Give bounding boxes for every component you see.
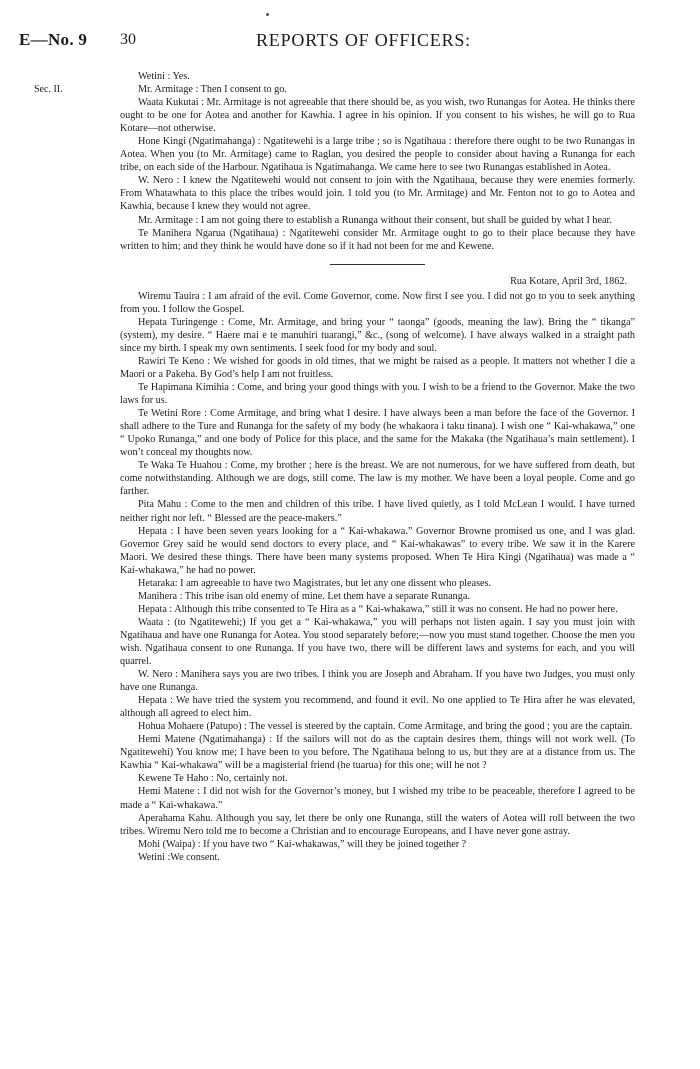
minutes-part-one	[120, 70, 635, 253]
speech-paragraph: Hetaraka: I am agreeable to have two Magistrates, but let any one dissent who pleases.	[138, 577, 492, 589]
speech-paragraph: Wetini : Yes.	[138, 71, 190, 82]
speech-paragraph: Hepata : We have tried the system you recommend, and found it evil. No one applied to Te Hira after he was elevated, although all agreed to elect him.	[120, 695, 635, 720]
speech-paragraph: Te Wetini Rore : Come Armitage, and bring what I desire. I have always been a man before the face of the Governor. I shall adhere to the Ture and Runanga for the safety of my body (he whakaora i taku tinana). I wish one “ Kai-whakawa,” one “ Upoko Runanga,” and one body of Police for this place, and the same for the Makaka (the Ngatihaua’s main settlement). I won’t conceal my thoughts now.	[120, 408, 635, 459]
speech-paragraph: Hone Kingi (Ngatimahanga) : Ngatitewehi is a large tribe ; so is Ngatihaua : therefore there ought to be two Runangas in Aotea. When you (to Mr. Armitage) came to Raglan, you desired the people to consider about having a Runanga for each tribe, on each side of the Harbour. Ngatihaua is Ngatimahanga. We came here to see two Runangas established in Aotea.	[120, 136, 635, 174]
report-body	[120, 70, 635, 864]
speech-paragraph: W. Nero : I knew the Ngatitewehi would not consent to join with the Ngatihaua, because they were enemies formerly. From Whatawhata to this place the tribes would join. I told you (to Mr. Armitage) and Mr. Fenton not to go to Aotea and Kawhia, because I knew they would not agree.	[120, 175, 635, 213]
page-number: 30	[120, 31, 136, 48]
speech-paragraph: Wetini :We consent.	[138, 851, 220, 863]
speech-paragraph: Aperahama Kahu. Although you say, let there be only one Runanga, still the waters of Aotea will roll between the two tribes. Wiremu Nero told me to become a Christian and to encourage Europeans, and I have never gone astray.	[120, 812, 635, 837]
speech-paragraph: Hemi Matene (Ngatimahanga) : If the sailors will not do as the captain desires them, things will not work well. (To Ngatitewehi) You know me; I have been to you before. The Ngatihaua belong to us, but they are at a distance from us. The Kawhia “ Kai-whakawa” will be a magisterial friend (he tuarua) for this one; will he not ?	[120, 734, 635, 772]
speck-mark	[266, 13, 269, 16]
speech-paragraph: Manihera : This tribe isan old enemy of mine. Let them have a separate Runanga.	[138, 590, 470, 602]
section-label: Sec. II.	[34, 84, 63, 95]
speech-paragraph: Hohua Mohaere (Patupo) : The vessel is steered by the captain. Come Armitage, and bring the good ; you are the captain.	[138, 721, 633, 733]
speech-paragraph: Mr. Armitage : I am not going there to establish a Runanga without their consent, but shall be guided by what I hear.	[138, 214, 612, 226]
speech-paragraph: Hepata : I have been seven years looking for a “ Kai-whakawa.” Governor Browne promised us one, and I was glad. Governor Grey said he would send doctors to every place, and “ Kai-whakawas” to every tribe. We saw it in the Karere Maori. We desired these things. There have been many systems proposed. When Te Hira Kingi (Ngatihaua) was made a “ Kai-whakawa,” he had no power.	[120, 525, 635, 576]
speech-paragraph: Hemi Matene : I did not wish for the Governor’s money, but I wished my tribe to be peaceable, therefore I agreed to be made a “ Kai-whakawa.”	[120, 786, 635, 811]
dateline: Rua Kotare, April 3rd, 1862.	[510, 275, 627, 287]
speech-paragraph: Hepata : Although this tribe consented to Te Hira as a “ Kai-whakawa,” still it was no consent. He had no power here.	[138, 603, 618, 615]
speech-paragraph: Waata Kukutai : Mr. Armitage is not agreeable that there should be, as you wish, two Runangas for Aotea. He thinks there ought to be one for Aotea and another for Kawhia. I agree in his opinion. If you consent to his wishes, he will go to Rua Kotare—not otherwise.	[120, 97, 635, 135]
minutes-part-two	[120, 290, 635, 864]
speech-paragraph: Hepata Turingenge : Come, Mr. Armitage, and bring your “ taonga” (goods, meaning the law). Bring the “ tikanga” (system), my desire. “ Haere mai e te manuhiri tuarangi,” &c., (song of welcome). I have always walked in a straight path since my birth. I speak my own sentiments. I seek food for my body and soul.	[120, 316, 635, 354]
speech-paragraph: Wiremu Tauira : I am afraid of the evil. Come Governor, come. Now first I see you. I did not go to you to seek anything from you. I follow the Gospel.	[120, 290, 635, 315]
running-title: REPORTS OF OFFICERS:	[256, 30, 471, 50]
speech-paragraph: Mohi (Waipa) : If you have two “ Kai-whakawas,” will they be joined together ?	[138, 838, 467, 850]
speech-paragraph: Te Waka Te Huahou : Come, my brother ; here is the breast. We are not numerous, for we have suffered from death, but come notwithstanding. Although we are dogs, still come. The law is my mother. We have been a loyal people. Come and go farther.	[120, 460, 635, 498]
speech-paragraph: Te Hapimana Kimihia : Come, and bring your good things with you. I wish to be a friend to the Governor. Make the two laws for us.	[120, 382, 635, 407]
speech-paragraph: W. Nero : Manihera says you are two tribes. I think you are Joseph and Abraham. If you have two Judges, you must only have one Runanga.	[120, 669, 635, 694]
speech-paragraph: Rawiri Te Keno : We wished for goods in old times, that we might be raised as a people. It matters not whether I die a Maori or a Pakeha. By God’s help I am not fruitless.	[120, 355, 635, 380]
speech-paragraph: Pita Mahu : Come to the men and children of this tribe. I have lived quietly, as I told McLean I would. I have turned neither right nor left. “ Blessed are the peace-makers.”	[120, 499, 635, 524]
speech-paragraph: Waata : (to Ngatitewehi;) If you get a “ Kai-whakawa,” you will perhaps not listen again. I say you must join with Ngatihaua and have one Runanga for Aotea. You stood separately before;—now you must stand together. Choose the men you wish. Ngatihaua consent to one Runanga. If you have two, there will be different laws and systems for each, and you will quarrel.	[120, 616, 635, 668]
document-code: E—No. 9	[19, 30, 88, 49]
section-divider	[330, 264, 425, 265]
speech-paragraph: Te Manihera Ngarua (Ngatihaua) : Ngatitewehi consider Mr. Armitage ought to go to their place because they have written to him; and they think he would have done so if it had not been for me and Kewene.	[120, 227, 635, 252]
speech-paragraph: Kewene Te Haho : No, certainly not.	[138, 773, 288, 785]
speech-paragraph: Mr. Armitage : Then I consent to go.	[138, 84, 287, 96]
